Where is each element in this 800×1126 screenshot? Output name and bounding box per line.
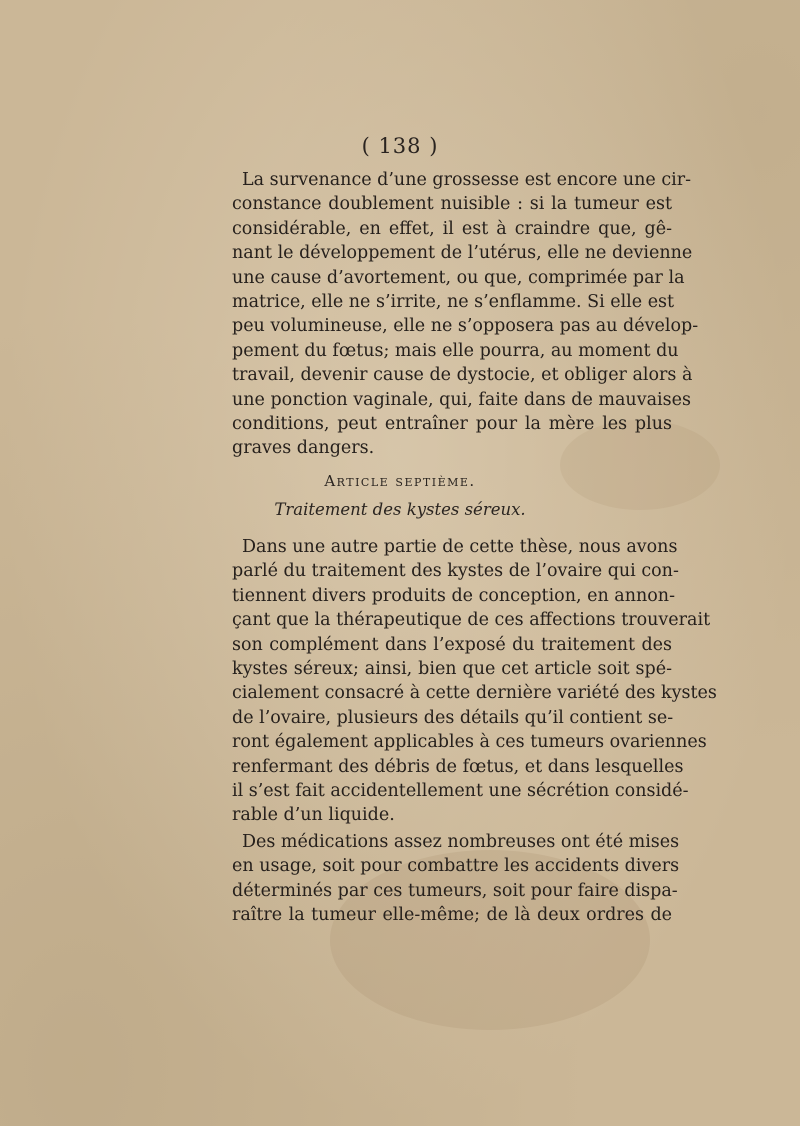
section-title: Article septième. — [324, 472, 476, 490]
text-line: travail, devenir cause de dystocie, et obliger alors à — [232, 365, 693, 386]
paragraph-3 — [232, 830, 680, 928]
text-line: Dans une autre partie de cette thèse, nous avons — [242, 537, 678, 557]
page-number: ( 138 ) — [361, 134, 439, 158]
text-line: tiennent divers produits de conception, en annon- — [232, 585, 675, 606]
text-line: constance doublement nuisible : si la tumeur est — [232, 194, 672, 215]
text-line: il s’est fait accidentellement une sécrétion considé- — [232, 780, 689, 801]
text-line: pement du fœtus; mais elle pourra, au moment du — [232, 340, 679, 361]
text-line: en usage, soit pour combattre les accidents divers — [232, 856, 680, 877]
text-line: çant que la thérapeutique de ces affections trouverait — [232, 610, 711, 631]
text-line: graves dangers. — [232, 438, 375, 459]
paragraph-2 — [232, 535, 717, 828]
text-line: son complément dans l’exposé du traitement des — [232, 634, 672, 655]
text-line: rable d’un liquide. — [232, 805, 395, 826]
text-line: matrice, elle ne s’irrite, ne s’enflamme. Si elle est — [232, 291, 675, 312]
text-line: conditions, peut entraîner pour la mère les plus — [232, 413, 672, 434]
text-line: ront également applicables à ces tumeurs ovariennes — [232, 732, 707, 753]
text-line: renfermant des débris de fœtus, et dans lesquelles — [232, 756, 684, 777]
text-line: La survenance d’une grossesse est encore une cir- — [242, 170, 692, 190]
text-line: de l’ovaire, plusieurs des détails qu’il contient se- — [232, 707, 674, 728]
text-line: considérable, en effet, il est à craindre que, gê- — [232, 218, 672, 239]
text-line: Des médications assez nombreuses ont été mises — [242, 832, 680, 852]
text-line: une ponction vaginale, qui, faite dans de mauvaises — [232, 389, 691, 410]
text-line: déterminés par ces tumeurs, soit pour faire dispa- — [232, 880, 678, 901]
text-line: raître la tumeur elle-même; de là deux ordres de — [232, 905, 672, 926]
text-line: une cause d’avortement, ou que, comprimée par la — [232, 267, 685, 288]
text-line: kystes séreux; ainsi, bien que cet article soit spé- — [232, 658, 672, 679]
text-line: parlé du traitement des kystes de l’ovaire qui con- — [232, 561, 679, 582]
text-line: cialement consacré à cette dernière variété des kystes — [232, 683, 717, 704]
text-line: nant le développement de l’utérus, elle ne devienne — [232, 243, 693, 264]
paragraph-1 — [232, 168, 699, 461]
section-subtitle: Traitement des kystes séreux. — [274, 500, 526, 519]
text-line: peu volumineuse, elle ne s’opposera pas au dévelop- — [232, 316, 699, 337]
